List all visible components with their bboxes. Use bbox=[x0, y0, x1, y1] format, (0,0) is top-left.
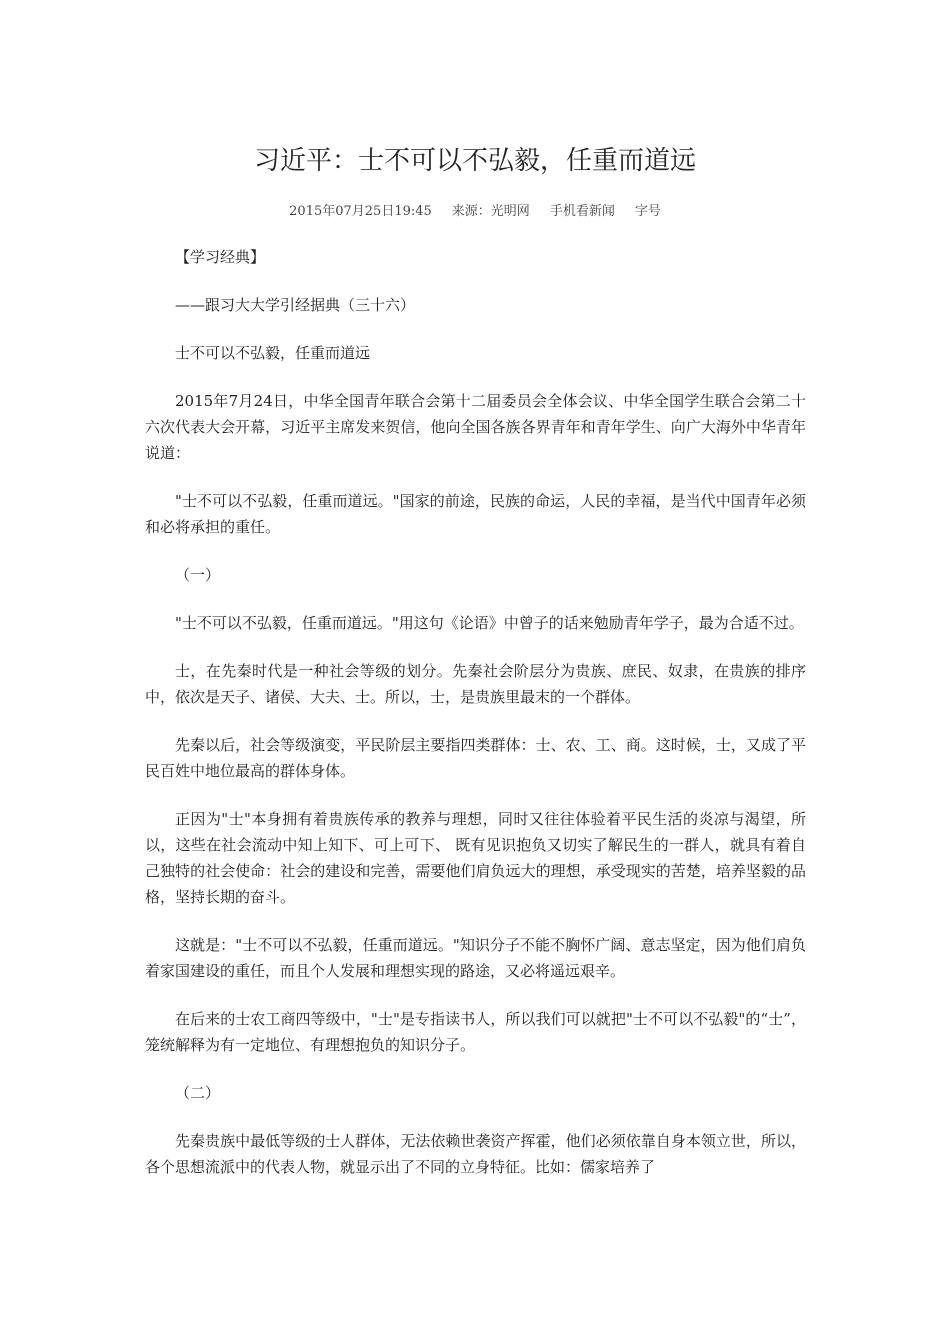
section-number: （一） bbox=[175, 566, 221, 584]
article-body bbox=[145, 244, 806, 1202]
paragraph: "士不可以不弘毅，任重而道远。"用这句《论语》中曾子的话来勉励青年学子，最为合适不过。 bbox=[175, 614, 804, 632]
paragraph: 在后来的士农工商四等级中，"士"是专指读书人，所以我们可以就把"士不可以不弘毅"的“士”，笼统解释为有一定地位、有理想抱负的知识分子。 bbox=[145, 1010, 806, 1054]
article-title: 习近平：士不可以不弘毅，任重而道远 bbox=[253, 146, 696, 176]
paragraph: 正因为"士"本身拥有着贵族传承的教养与理想，同时又往往体验着平民生活的炎凉与渴望，所以，这些在社会流动中知上知下、可上可下、 既有见识抱负又切实了解民生的一群人，就具有着自己独特的社会使命：社会的建设和完善，需要他们肩负远大的理想，承受现实的苦楚，培养坚毅的品格，坚持长期的奋斗。 bbox=[145, 810, 806, 906]
section-number: （二） bbox=[175, 1084, 221, 1102]
section-tag: 【学习经典】 bbox=[175, 248, 266, 266]
font-size-control[interactable]: 字号 bbox=[634, 204, 661, 219]
series-subtitle: ——跟习大大学引经据典（三十六） bbox=[175, 296, 416, 314]
quote-heading: 士不可以不弘毅，任重而道远 bbox=[175, 344, 371, 362]
mobile-news-link[interactable]: 手机看新闻 bbox=[549, 204, 615, 219]
paragraph: 先秦以后，社会等级演变，平民阶层主要指四类群体：士、农、工、商。这时候，士，又成了平民百姓中地位最高的群体身体。 bbox=[145, 736, 806, 780]
paragraph: 士，在先秦时代是一种社会等级的划分。先秦社会阶层分为贵族、庶民、奴隶，在贵族的排序中，依次是天子、诸侯、大夫、士。所以，士，是贵族里最末的一个群体。 bbox=[145, 662, 806, 706]
paragraph: 先秦贵族中最低等级的士人群体，无法依赖世袭资产挥霍，他们必须依靠自身本领立世，所以，各个思想流派中的代表人物，就显示出了不同的立身特征。比如：儒家培养了 bbox=[145, 1132, 806, 1176]
publish-date: 2015年07月25日19:45 bbox=[289, 204, 432, 219]
paragraph: 这就是："士不可以不弘毅，任重而道远。"知识分子不能不胸怀广阔、意志坚定，因为他们肩负着家国建设的重任，而且个人发展和理想实现的路途，又必将遥远艰辛。 bbox=[145, 936, 806, 980]
paragraph: 2015年7月24日，中华全国青年联合会第十二届委员会全体会议、中华全国学生联合会第二十六次代表大会开幕，习近平主席发来贺信，他向全国各族各界青年和青年学生、向广大海外中华青年说道： bbox=[145, 392, 806, 462]
article-meta bbox=[0, 202, 950, 222]
source-label[interactable]: 来源：光明网 bbox=[451, 204, 530, 219]
paragraph: "士不可以不弘毅，任重而道远。"国家的前途，民族的命运，人民的幸福，是当代中国青年必须和必将承担的重任。 bbox=[145, 492, 806, 536]
